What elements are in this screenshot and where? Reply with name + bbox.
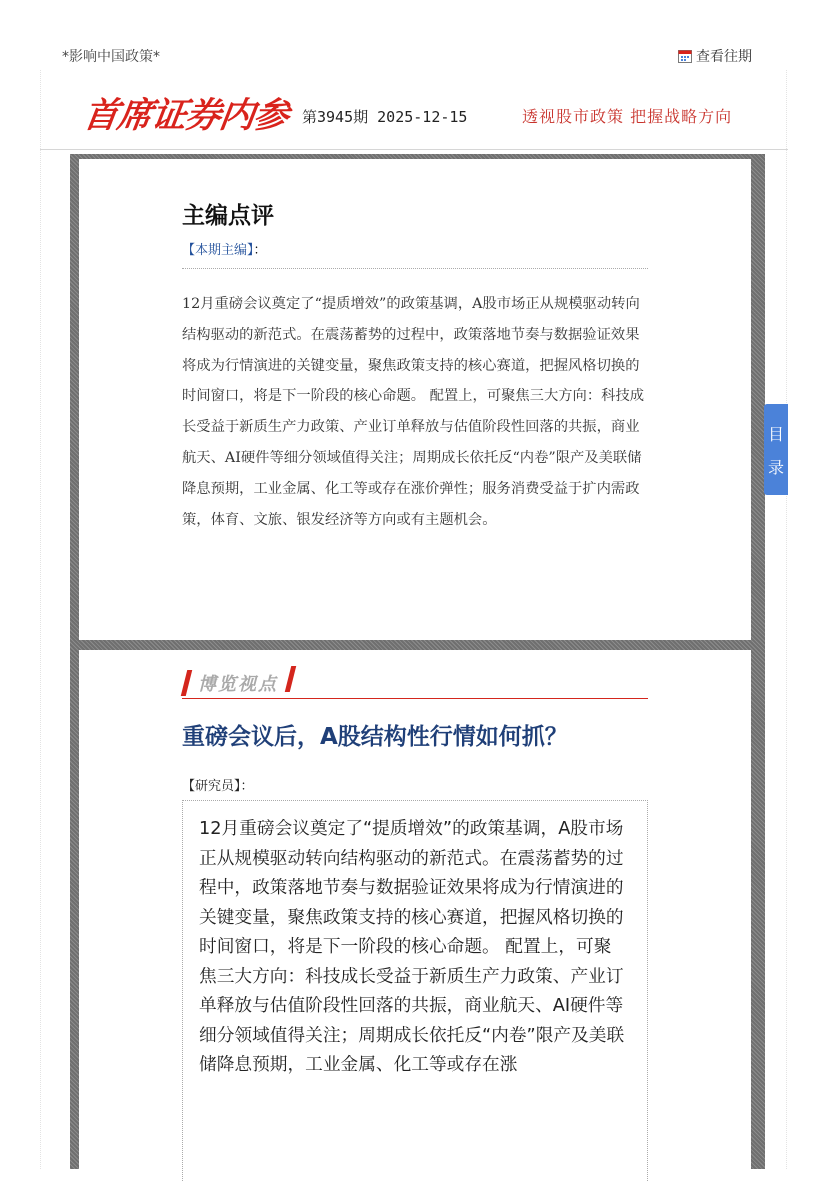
history-link[interactable] bbox=[678, 46, 752, 66]
calendar-icon bbox=[678, 49, 692, 63]
brand-logo: 首席证券内参 bbox=[80, 96, 291, 136]
article-body: 12月重磅会议奠定了“提质增效”的政策基调，A股市场正从规模驱动转向结构驱动的新范式。在震荡蓄势的过程中，政策落地节奏与数据验证效果将成为行情演进的关键变量，聚焦政策支持的核心赛道，把握风格切换的时间窗口，将是下一阶段的核心命题。 配置上，可聚焦三大方向：科技成长受益于新质生产力政策、产业订单释放与估值阶段性回落的共振，商业航天、AI硬件等细分领域值得关注；周期成长依托反“内卷”限产及美联储降息预期，工业金属、化工等或存在涨 bbox=[199, 819, 625, 1075]
toc-tab[interactable] bbox=[764, 404, 788, 495]
editor-label-text: 【本期主编】 bbox=[182, 243, 254, 258]
header-divider bbox=[40, 149, 788, 150]
issue-info: 第3945期 2025-12-15 bbox=[302, 108, 468, 126]
toc-tab-char: 录 bbox=[767, 457, 784, 477]
column-accent-bar bbox=[181, 670, 192, 696]
editor-label-colon: ： bbox=[253, 243, 267, 258]
column-label: 博览视点 bbox=[198, 674, 278, 695]
article-panel bbox=[79, 650, 751, 1169]
column-header bbox=[182, 664, 648, 699]
editor-comment-body: 12月重磅会议奠定了“提质增效”的政策基调，A股市场正从规模驱动转向结构驱动的新范式。在震荡蓄势的过程中，政策落地节奏与数据验证效果将成为行情演进的关键变量，聚焦政策支持的核心赛道，把握风格切换的时间窗口，将是下一阶段的核心命题。 配置上，可聚焦三大方向：科技成长受益于新质生产力政策、产业订单释放与估值阶段性回落的共振，商业航天、AI硬件等细分领域值得关注；周期成长依托反“内卷”限产及美联储降息预期，工业金属、化工等或存在涨价弹性；服务消费受益于扩内需政策，体育、文旅、银发经济等方向或有主题机会。 bbox=[182, 296, 645, 528]
column-accent-bar bbox=[285, 666, 296, 692]
section-title: 主编点评 bbox=[182, 203, 274, 229]
slogan: 透视股市政策 把握战略方向 bbox=[522, 107, 733, 126]
right-guide-line bbox=[786, 70, 787, 1169]
content-frame bbox=[70, 154, 765, 1169]
divider bbox=[182, 268, 648, 269]
tagline: *影响中国政策* bbox=[62, 49, 160, 65]
toc-tab-char: 目 bbox=[767, 424, 784, 444]
article-text-box bbox=[182, 800, 648, 1181]
editor-comment-panel bbox=[79, 159, 751, 640]
researcher-label: 【研究员】： bbox=[182, 779, 254, 794]
left-guide-line bbox=[40, 70, 41, 1169]
article-title: 重磅会议后，A股结构性行情如何抓？ bbox=[182, 724, 568, 750]
editor-label bbox=[182, 239, 267, 258]
masthead bbox=[80, 86, 770, 142]
history-link-label: 查看往期 bbox=[696, 49, 752, 65]
